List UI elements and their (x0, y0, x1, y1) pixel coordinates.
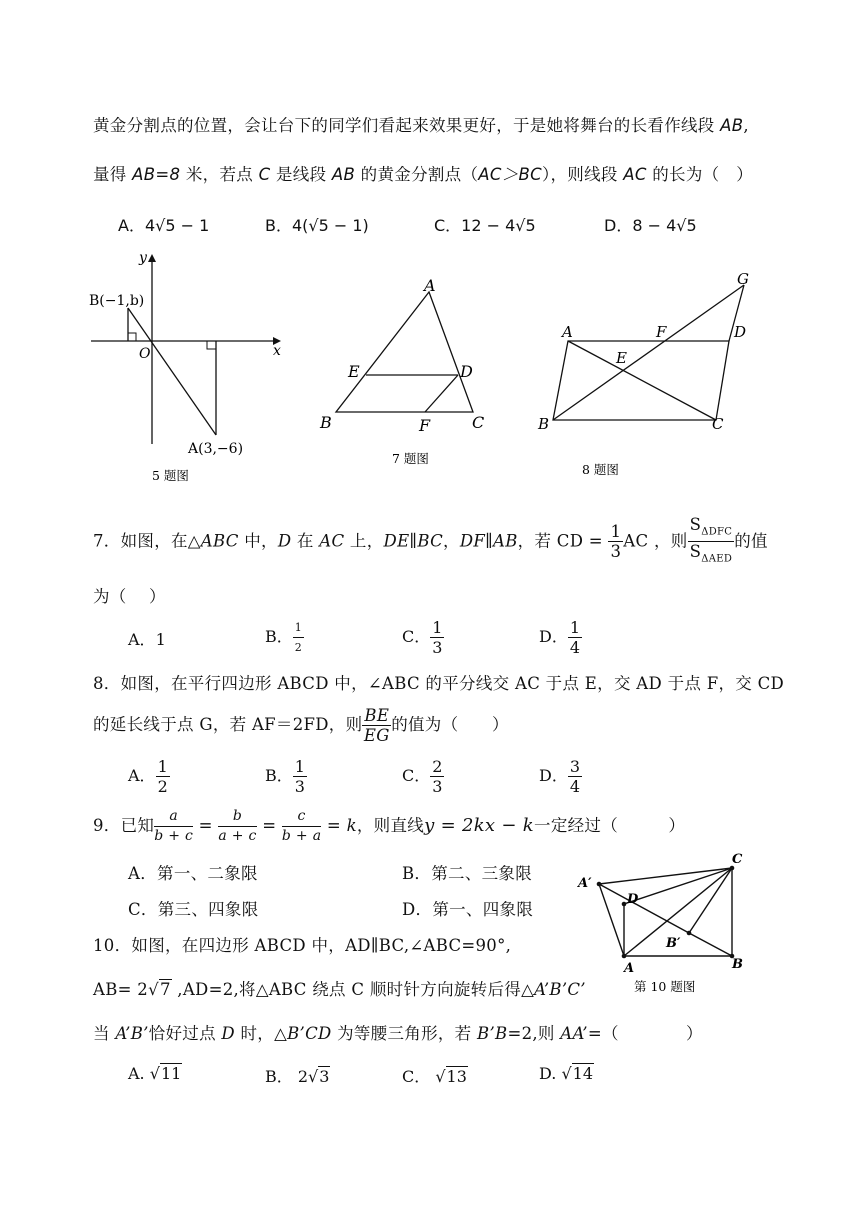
q9-option-a: A．第一、二象限 (128, 864, 258, 883)
option-fraction (430, 618, 444, 657)
q7-area-ratio (688, 515, 735, 569)
q7-option-d (539, 618, 582, 657)
q6-option-b: B．4(√5 − 1) (265, 216, 369, 235)
q7-option-c (402, 618, 444, 657)
sqrt-symbol: √ (308, 1067, 319, 1086)
q9-text: 9．已知 (93, 816, 155, 835)
q10-text: 恰好过点 (148, 1024, 222, 1043)
area-subscript: ΔDFC (701, 526, 733, 538)
label-point-b: B(−1,b) (89, 293, 145, 309)
label-y: y (139, 250, 147, 266)
fig8-caption: 8 题图 (582, 462, 619, 477)
sqrt-symbol: √ (148, 980, 159, 999)
fig10-label-d: D (627, 892, 639, 907)
q10-text: 为等腰三角形，若 (331, 1024, 478, 1043)
fig10-label-a: A (624, 961, 635, 976)
fig8-label-a: A (562, 323, 573, 341)
q6-text: ），则线段 (541, 165, 624, 184)
q9-constant-k: = k (326, 816, 357, 835)
q7-option-a (128, 627, 166, 650)
fig7-label-f: F (419, 416, 431, 435)
option-letter: B． (265, 766, 293, 785)
q6-text: 的长为（ ） (646, 165, 754, 184)
fraction-numerator: 1 (293, 618, 304, 638)
option-letter: C． (402, 627, 431, 646)
fraction-numerator: 1 (157, 757, 168, 776)
fraction-denominator: 4 (569, 638, 581, 657)
q8-option-d (539, 757, 582, 796)
q10-text: 时，△ (234, 1024, 288, 1043)
fraction-numerator: 1 (294, 757, 305, 776)
q10-text: ,AD=2,将△ABC 绕点 C 顺时针方向旋转后得△ (171, 980, 535, 999)
q6-point-c: C (258, 165, 271, 184)
q10-text: 当 (93, 1024, 116, 1043)
fig8-label-d: D (734, 323, 747, 341)
fraction-denominator: EG (363, 726, 390, 745)
option-radicand: 13 (446, 1067, 467, 1086)
figure-5 (85, 248, 285, 488)
fraction-numerator: 2 (432, 757, 443, 776)
fig7-label-b: B (320, 413, 332, 432)
q7-option-b (265, 618, 304, 657)
q7-triangle: ABC (200, 531, 239, 551)
q9-option-b: B．第二、三象限 (402, 864, 533, 883)
option-letter: B． (265, 1067, 293, 1086)
q6-segment-ab: AB (720, 116, 744, 135)
fraction-denominator: a + c (218, 828, 257, 844)
q10-point-d: D (221, 1024, 235, 1043)
option-letter: A． (128, 766, 156, 785)
fig7-caption: 7 题图 (392, 451, 429, 466)
fig7-label-d: D (460, 362, 473, 381)
q10-segment: B’B (477, 1024, 508, 1043)
q10-option-c (402, 1064, 468, 1087)
option-fraction (293, 757, 307, 796)
q10-option-a (128, 1064, 182, 1083)
option-fraction (156, 757, 170, 796)
q9-text: ，则直线 (356, 816, 425, 835)
q10-text: =2,则 (507, 1024, 561, 1043)
q9-fraction-1 (154, 807, 193, 846)
q10-segment: A’B’ (115, 1024, 149, 1043)
q6-text: 黄金分割点的位置，会让台下的同学们看起来效果更好，于是她将舞台的长看作线段 (93, 116, 721, 135)
q7-text: ， (443, 531, 460, 551)
q7-text: 的值 (734, 531, 768, 551)
q6-text: 的黄金分割点（ (355, 165, 479, 184)
label-origin: O (139, 346, 151, 362)
q6-text: , (743, 116, 749, 135)
fig10-label-b-prime: B′ (666, 936, 681, 951)
q10-radicand: 7 (159, 980, 171, 999)
q10-triangle: B’CD (287, 1024, 332, 1043)
q10-text: AB= 2 (93, 980, 149, 999)
fig8-label-c: C (712, 415, 724, 433)
fraction-numerator: a (154, 807, 193, 827)
option-letter: C． (402, 766, 431, 785)
option-value: 1 (155, 630, 166, 649)
option-fraction (568, 757, 582, 796)
option-letter: D． (539, 766, 568, 785)
q7-line2: 为（ ） (93, 587, 166, 606)
fraction-numerator: 3 (569, 757, 581, 776)
fraction-denominator: b + c (154, 828, 194, 844)
q9-line: 9．已知 $\frac{a}{b + c}$ = $\frac{b}{a + c}$ = $\frac{c}{b + a}$ = k，则直线y = 2kx − k一定经过（ ） (93, 808, 686, 844)
q9-text: 一定经过（ ） (534, 816, 686, 835)
fig8-label-f: F (656, 323, 667, 341)
sqrt-symbol: √ (561, 1064, 572, 1083)
area-subscript: ΔAED (701, 553, 733, 565)
option-radicand: 14 (572, 1064, 593, 1083)
figure-10 (572, 848, 772, 998)
q10-option-d (539, 1064, 594, 1083)
fig8-label-e: E (616, 349, 627, 367)
q10-option-b (265, 1064, 330, 1087)
q6-text: 是线段 (270, 165, 332, 184)
fig8-label-g: G (737, 270, 749, 288)
q9-line-equation: y = 2kx − k (424, 815, 535, 836)
q9-fraction-3 (282, 807, 321, 846)
fraction-denominator: 3 (610, 542, 622, 562)
option-letter: A. (128, 1064, 145, 1083)
q8-ratio (362, 706, 391, 745)
q6-option-a: A．4√5 − 1 (118, 216, 210, 235)
fraction-denominator: 4 (569, 777, 581, 796)
q8-option-a (128, 757, 170, 796)
q7-text: 在 (291, 531, 320, 551)
fig10-label-a-prime: A′ (578, 876, 592, 891)
figure-8 (532, 268, 772, 483)
fraction-numerator: c (282, 807, 321, 827)
q8-option-b (265, 757, 307, 796)
fraction-numerator: 1 (432, 618, 443, 637)
q10-rotated-triangle: A’B’C’ (534, 980, 586, 999)
fraction-numerator: 1 (569, 618, 581, 637)
fraction-denominator: 2 (294, 641, 302, 654)
fraction-denominator: 3 (432, 777, 443, 796)
fig7-label-a: A (424, 276, 436, 295)
label-x: x (273, 343, 281, 359)
q8-text: 的延长线于点 G，若 AF＝2FD，则 (93, 715, 363, 734)
q8-line2 (93, 706, 509, 745)
option-letter: A． (128, 630, 156, 649)
fraction-numerator (688, 515, 735, 542)
fraction-numerator: 1 (610, 522, 622, 542)
q10-line1: 10．如图，在四边形 ABCD 中，AD∥BC,∠ABC=90°, (93, 936, 512, 955)
q7-side-ac: AC (319, 531, 345, 551)
fraction-denominator: 3 (294, 777, 305, 796)
sqrt-symbol: √ (435, 1067, 446, 1086)
q7-line1 (93, 515, 768, 569)
q6-comparison: AC＞BC (478, 165, 542, 184)
fig10-label-b: B (732, 957, 743, 972)
area-symbol: S (689, 542, 702, 562)
q7-fraction-third (608, 522, 623, 561)
option-radicand: 11 (160, 1064, 182, 1083)
fig7-label-e: E (348, 362, 360, 381)
label-point-a: A(3,−6) (188, 441, 244, 457)
q10-segment: AA’ (560, 1024, 588, 1043)
option-fraction (568, 618, 582, 657)
q10-text: =（ ） (587, 1024, 703, 1043)
fraction-denominator (688, 542, 735, 568)
q7-text: 中， (238, 531, 278, 551)
q6-text: 米，若点 (180, 165, 259, 184)
sqrt-symbol: √ (149, 1064, 160, 1083)
fraction-denominator: 3 (432, 638, 443, 657)
q8-option-c (402, 757, 444, 796)
q7-text: 上， (344, 531, 384, 551)
q6-segment-ac: AC (623, 165, 647, 184)
q9-option-d: D．第一、四象限 (402, 900, 534, 919)
q7-text: AC ，则 (623, 531, 688, 551)
fraction-denominator: b + a (281, 828, 322, 844)
q6-option-d: D．8 − 4√5 (604, 216, 697, 235)
q7-text: ，若 CD = (517, 531, 609, 551)
q8-line1: 8．如图，在平行四边形 ABCD 中，∠ABC 的平分线交 AC 于点 E，交 AD 于点 F，交 CD (93, 674, 785, 693)
option-fraction (293, 618, 304, 657)
fraction-numerator: BE (364, 706, 390, 725)
q9-fraction-2 (218, 807, 256, 846)
q8-text: 的值为（ ） (391, 715, 509, 734)
q6-line1 (93, 112, 749, 136)
option-letter: B． (265, 627, 293, 646)
q6-text: 量得 (93, 165, 133, 184)
fig10-caption: 第 10 题图 (634, 979, 696, 994)
option-coefficient: 2 (297, 1067, 309, 1086)
area-symbol: S (689, 515, 702, 534)
q7-text: 7．如图，在△ (93, 531, 201, 551)
q6-ab-length: AB=8 (132, 165, 181, 184)
fig7-label-c: C (472, 413, 485, 432)
fraction-numerator: b (218, 807, 256, 827)
q6-option-c: C．12 − 4√5 (434, 216, 536, 235)
fig10-label-c: C (732, 852, 743, 867)
q7-parallel-2: DF∥AB (459, 531, 518, 551)
q10-line3 (93, 1020, 703, 1044)
option-letter: D. (539, 1064, 557, 1083)
q7-point-d: D (277, 531, 292, 551)
figure-7 (312, 272, 502, 472)
option-radicand: 3 (319, 1067, 330, 1086)
fig8-label-b: B (538, 415, 550, 433)
q6-line2 (93, 161, 753, 185)
q6-segment-ab: AB (331, 165, 356, 184)
option-fraction (430, 757, 444, 796)
fig5-caption: 5 题图 (152, 468, 189, 483)
fraction-denominator: 2 (157, 777, 168, 796)
option-letter: C． (402, 1067, 431, 1086)
q10-line2 (93, 976, 586, 1000)
q9-option-c: C．第三、四象限 (128, 900, 259, 919)
q7-parallel-1: DE∥BC (383, 531, 443, 551)
option-letter: D． (539, 627, 568, 646)
